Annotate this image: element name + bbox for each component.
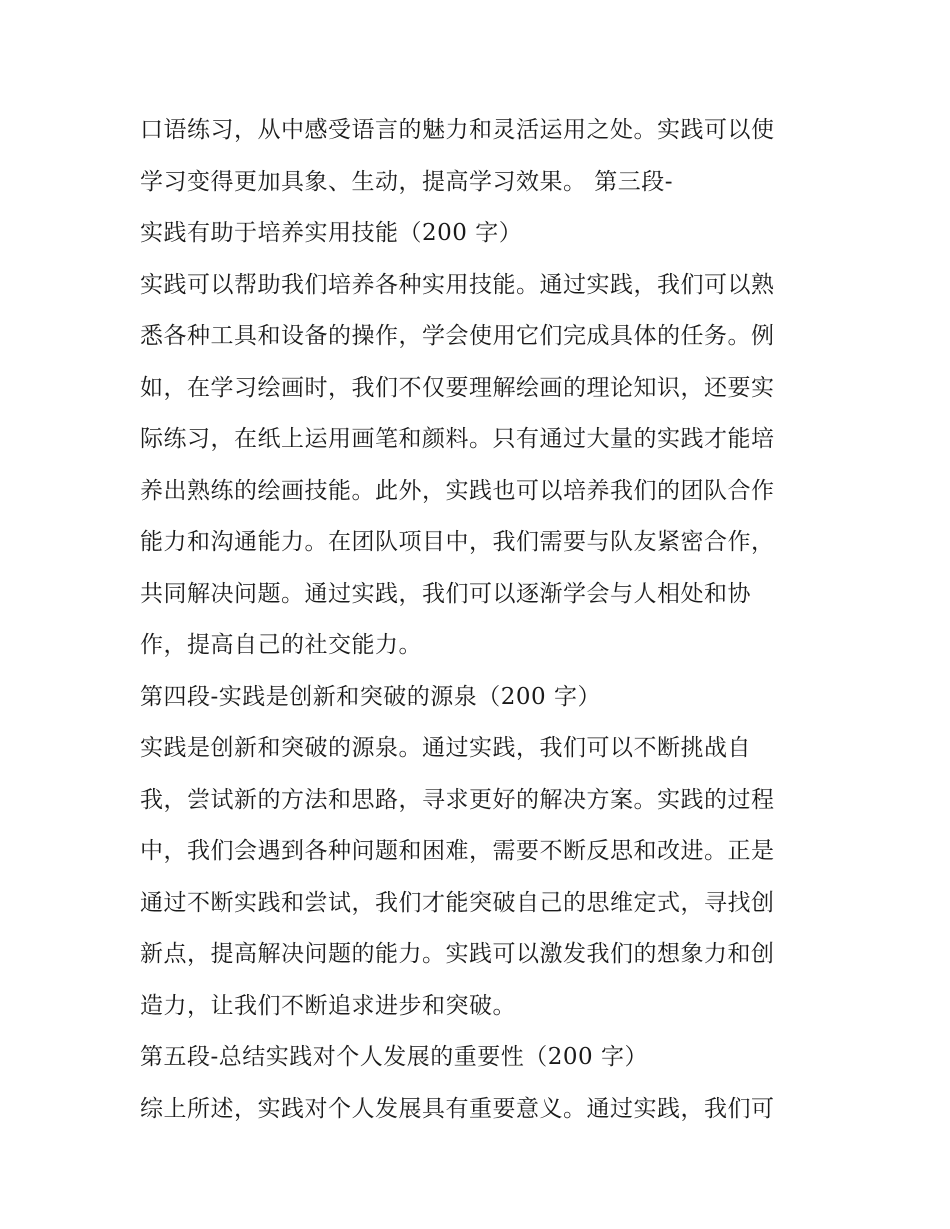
paragraph-line: 际练习，在纸上运用画笔和颜料。只有通过大量的实践才能培 bbox=[140, 426, 775, 452]
paragraph-line: 造力，让我们不断追求进步和突破。 bbox=[140, 992, 516, 1019]
paragraph-line: 能力和沟通能力。在团队项目中，我们需要与队友紧密合作， bbox=[140, 529, 775, 555]
section-heading-4: 第四段-实践是创新和突破的源泉（200 字） bbox=[140, 683, 601, 710]
paragraph-line: 共同解决问题。通过实践，我们可以逐渐学会与人相处和协 bbox=[140, 580, 751, 607]
paragraph-line: 新点，提高解决问题的能力。实践可以激发我们的想象力和创 bbox=[140, 941, 775, 967]
paragraph-line: 实践可以帮助我们培养各种实用技能。通过实践，我们可以熟 bbox=[140, 271, 775, 298]
document-text-body bbox=[140, 105, 830, 1135]
paragraph-line: 如，在学习绘画时，我们不仅要理解绘画的理论知识，还要实 bbox=[140, 374, 775, 401]
paragraph-line: 口语练习，从中感受语言的魅力和灵活运用之处。实践可以使 bbox=[140, 117, 775, 143]
paragraph-line: 通过不断实践和尝试，我们才能突破自己的思维定式，寻找创 bbox=[140, 889, 775, 916]
paragraph-line: 养出熟练的绘画技能。此外，实践也可以培养我们的团队合作 bbox=[140, 477, 775, 504]
paragraph-line: 作，提高自己的社交能力。 bbox=[140, 632, 422, 658]
section-heading-3: 实践有助于培养实用技能（200 字） bbox=[140, 220, 523, 246]
paragraph-line: 综上所述，实践对个人发展具有重要意义。通过实践，我们可 bbox=[140, 1095, 775, 1122]
section-heading-5: 第五段-总结实践对个人发展的重要性（200 字） bbox=[140, 1044, 648, 1070]
paragraph-line: 学习变得更加具象、生动，提高学习效果。 第三段- bbox=[140, 168, 674, 195]
paragraph-line: 中，我们会遇到各种问题和困难，需要不断反思和改进。正是 bbox=[140, 838, 775, 864]
paragraph-line: 实践是创新和突破的源泉。通过实践，我们可以不断挑战自 bbox=[140, 735, 751, 761]
paragraph-line: 我，尝试新的方法和思路，寻求更好的解决方案。实践的过程 bbox=[140, 786, 775, 813]
paragraph-line: 悉各种工具和设备的操作，学会使用它们完成具体的任务。例 bbox=[140, 323, 775, 349]
